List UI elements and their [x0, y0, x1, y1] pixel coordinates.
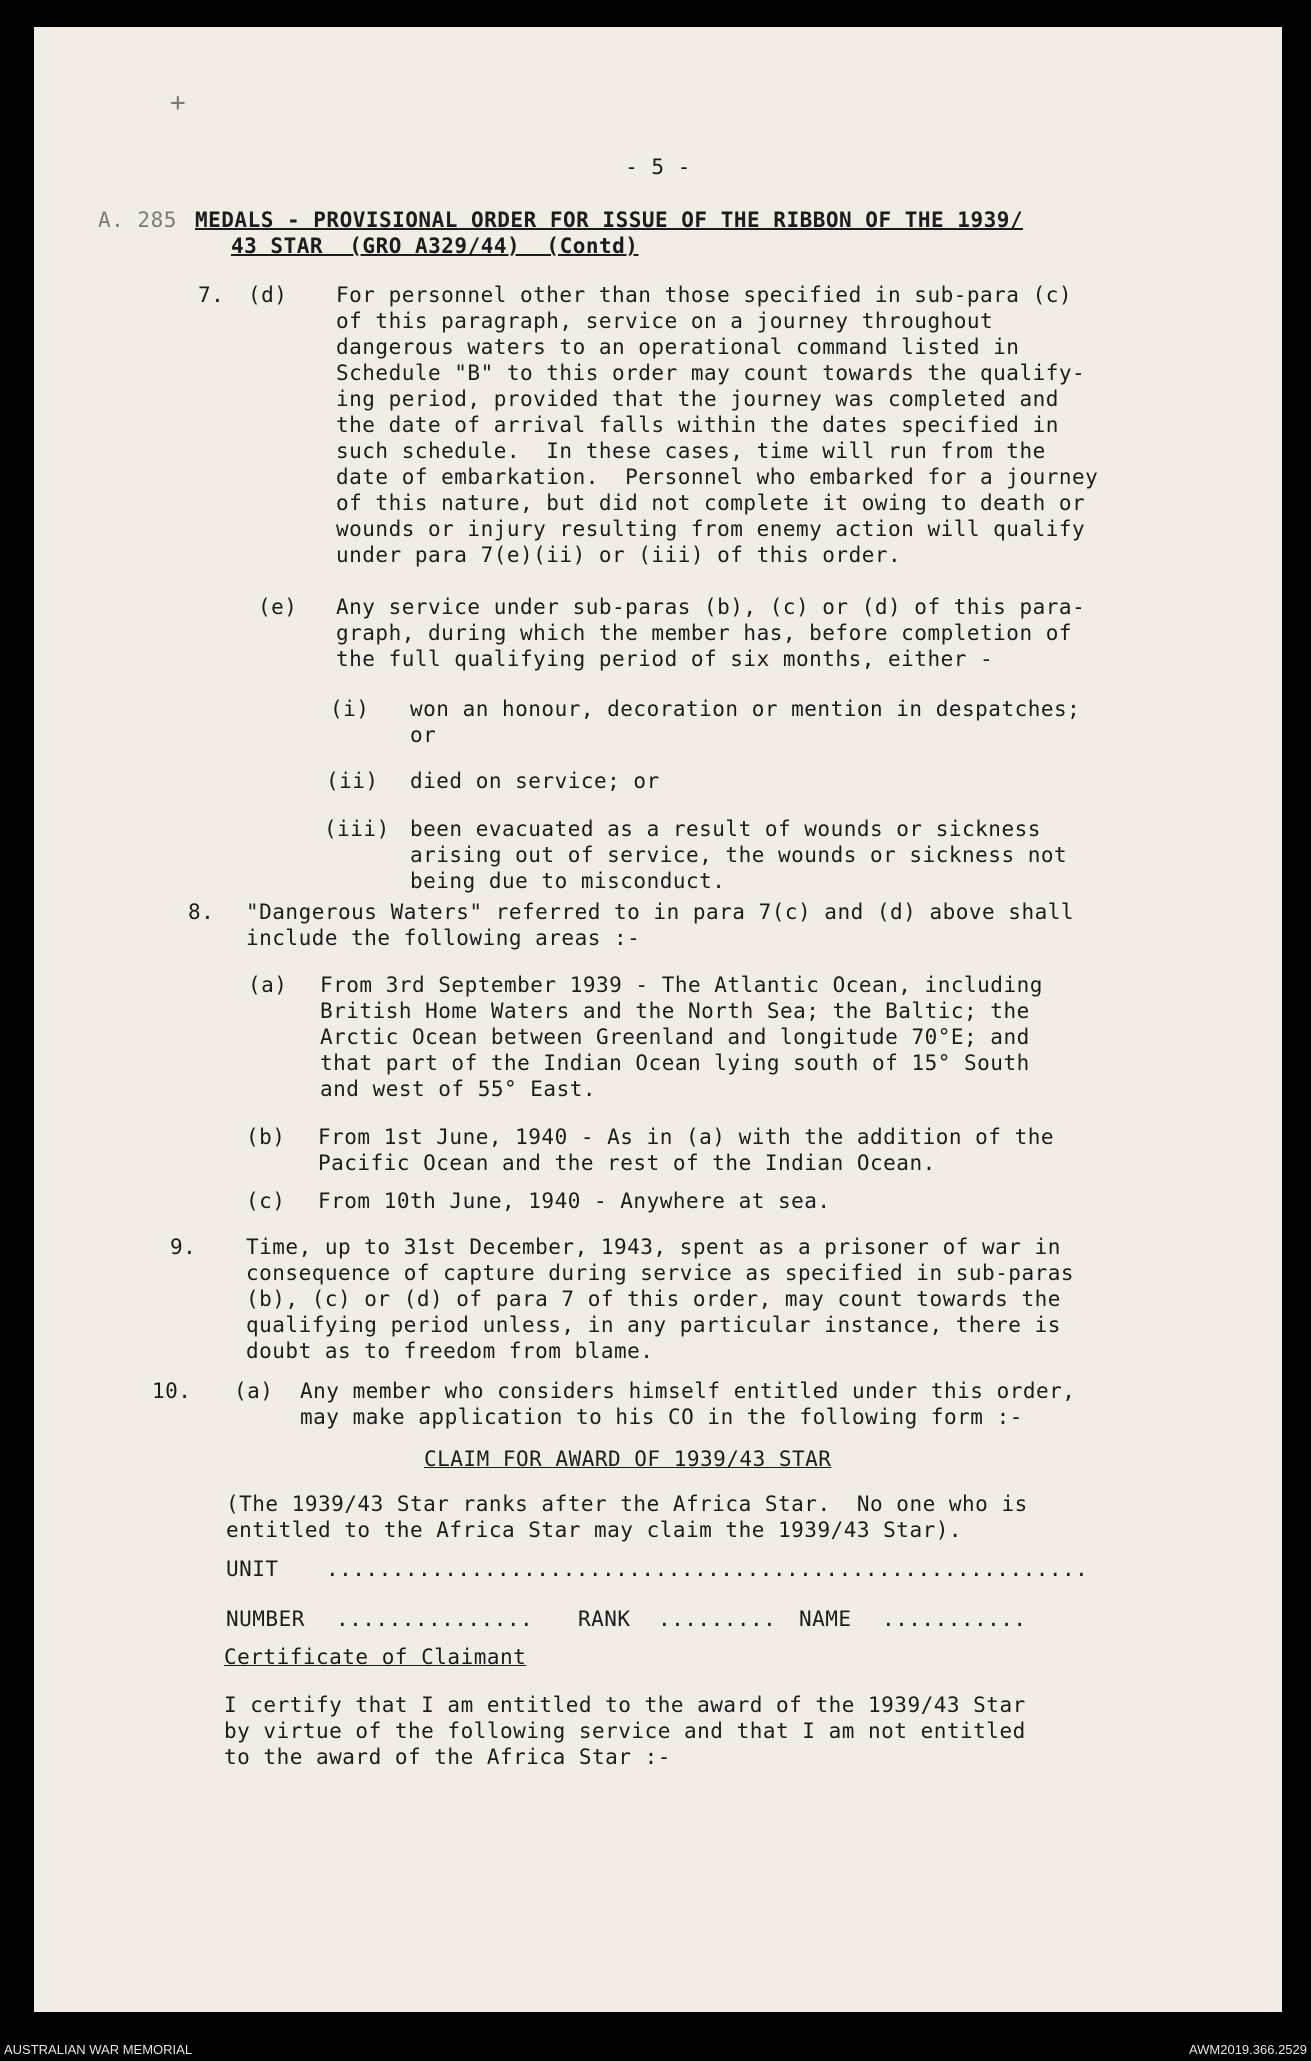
para-8a-line: From 3rd September 1939 - The Atlantic Ocean, including	[320, 973, 1043, 997]
rank-label: RANK	[578, 1607, 631, 1631]
para-10-number: 10.	[152, 1379, 192, 1403]
item-ii-text	[410, 768, 660, 794]
para-7e-text	[336, 594, 1085, 672]
para-9-line: Time, up to 31st December, 1943, spent as a prisoner of war in	[246, 1235, 1061, 1259]
footer-accession-number: AWM2019.366.2529	[1188, 2042, 1307, 2057]
para-7d-line: the date of arrival falls within the dates specified in	[336, 413, 1059, 437]
para-7e-line: Any service under sub-paras (b), (c) or (d) of this para-	[336, 595, 1086, 619]
para-8b-text	[318, 1124, 1054, 1176]
item-iii-line: been evacuated as a result of wounds or sickness	[410, 817, 1041, 841]
para-7e-line: the full qualifying period of six months, either -	[336, 647, 994, 671]
certificate-heading: Certificate of Claimant	[224, 1645, 527, 1669]
para-7d-line: For personnel other than those specified in sub-para (c)	[336, 283, 1073, 307]
para-7d-line: ing period, provided that the journey was completed and	[336, 387, 1059, 411]
para-7d-line: of this paragraph, service on a journey throughout	[336, 309, 994, 333]
para-7d-label: (d)	[248, 283, 288, 307]
footer-credit: AUSTRALIAN WAR MEMORIAL	[4, 2042, 193, 2057]
para-7d-line: date of embarkation. Personnel who embarked for a journey	[336, 465, 1099, 489]
para-9-text	[246, 1234, 1074, 1364]
item-iii-label: (iii)	[324, 817, 390, 841]
para-8b-line: From 1st June, 1940 - As in (a) with the addition of the	[318, 1125, 1055, 1149]
certificate-line: by virtue of the following service and that I am not entitled	[224, 1719, 1026, 1743]
para-9-number: 9.	[170, 1235, 197, 1259]
para-7d-line: Schedule "B" to this order may count towards the qualify-	[336, 361, 1086, 385]
margin-mark: +	[170, 88, 187, 118]
order-number-prefix: A. 285	[98, 208, 177, 232]
para-10a-label: (a)	[234, 1379, 274, 1403]
para-7d-line: wounds or injury resulting from enemy action will qualify	[336, 517, 1086, 541]
para-10-line: may make application to his CO in the following form :-	[300, 1405, 1023, 1429]
claim-form-note	[226, 1491, 1028, 1543]
para-9-line: doubt as to freedom from blame.	[246, 1339, 654, 1363]
name-field[interactable]: ...........	[882, 1607, 1027, 1631]
para-8-line: "Dangerous Waters" referred to in para 7(c) and (d) above shall	[246, 900, 1075, 924]
para-7d-line: of this nature, but did not complete it owing to death or	[336, 491, 1086, 515]
document-page	[34, 27, 1282, 2012]
para-9-line: qualifying period unless, in any particular instance, there is	[246, 1313, 1061, 1337]
para-8a-label: (a)	[248, 973, 288, 997]
para-7d-line: under para 7(e)(ii) or (iii) of this order.	[336, 543, 902, 567]
claim-note-line: entitled to the Africa Star may claim the 1939/43 Star).	[226, 1518, 963, 1542]
certificate-line: I certify that I am entitled to the award of the 1939/43 Star	[224, 1693, 1026, 1717]
claim-form-title: CLAIM FOR AWARD OF 1939/43 STAR	[424, 1447, 832, 1471]
claim-note-line: (The 1939/43 Star ranks after the Africa Star. No one who is	[226, 1492, 1028, 1516]
para-8a-text	[320, 972, 1043, 1102]
para-8b-label: (b)	[246, 1125, 286, 1149]
footer-bar	[0, 2040, 1311, 2061]
number-label: NUMBER	[226, 1607, 305, 1631]
para-8b-line: Pacific Ocean and the rest of the Indian Ocean.	[318, 1151, 936, 1175]
para-8a-line: that part of the Indian Ocean lying south of 15° South	[320, 1051, 1030, 1075]
item-i-label: (i)	[330, 697, 370, 721]
unit-field[interactable]: ..........................................................	[326, 1557, 1089, 1581]
para-7d-line: dangerous waters to an operational command listed in	[336, 335, 1020, 359]
para-8-text	[246, 899, 1074, 951]
para-9-line: (b), (c) or (d) of para 7 of this order, may count towards the	[246, 1287, 1061, 1311]
heading-line-2: 43 STAR (GRO A329/44) (Contd)	[231, 234, 639, 258]
para-8a-line: British Home Waters and the North Sea; the Baltic; the	[320, 999, 1030, 1023]
para-8c-text	[318, 1188, 831, 1214]
para-7-number: 7.	[198, 283, 225, 307]
name-label: NAME	[799, 1607, 852, 1631]
para-8a-line: Arctic Ocean between Greenland and longitude 70°E; and	[320, 1025, 1030, 1049]
item-iii-line: arising out of service, the wounds or sickness not	[410, 843, 1068, 867]
item-i-line: or	[410, 723, 437, 747]
item-i-line: won an honour, decoration or mention in despatches;	[410, 697, 1081, 721]
para-8-line: include the following areas :-	[246, 926, 641, 950]
para-7d-line: such schedule. In these cases, time will run from the	[336, 439, 1046, 463]
para-7e-line: graph, during which the member has, before completion of	[336, 621, 1073, 645]
heading-line-1: MEDALS - PROVISIONAL ORDER FOR ISSUE OF THE RIBBON OF THE 1939/	[195, 208, 1024, 232]
para-8c-label: (c)	[246, 1189, 286, 1213]
para-8-number: 8.	[188, 900, 215, 924]
item-iii-text	[410, 816, 1067, 894]
para-8c-line: From 10th June, 1940 - Anywhere at sea.	[318, 1189, 831, 1213]
para-9-line: consequence of capture during service as specified in sub-paras	[246, 1261, 1075, 1285]
page-number: - 5 -	[625, 155, 691, 179]
certificate-text	[224, 1692, 1026, 1770]
item-ii-line: died on service; or	[410, 769, 660, 793]
number-field[interactable]: ...............	[336, 1607, 534, 1631]
para-10-line: Any member who considers himself entitled under this order,	[300, 1379, 1076, 1403]
para-10-text	[300, 1378, 1075, 1430]
para-8a-line: and west of 55° East.	[320, 1077, 597, 1101]
item-iii-line: being due to misconduct.	[410, 869, 726, 893]
para-7d-text	[336, 282, 1098, 568]
rank-field[interactable]: .........	[658, 1607, 777, 1631]
unit-label: UNIT	[226, 1557, 279, 1581]
para-7e-label: (e)	[258, 595, 298, 619]
item-i-text	[410, 696, 1080, 748]
item-ii-label: (ii)	[326, 769, 379, 793]
certificate-line: to the award of the Africa Star :-	[224, 1745, 671, 1769]
